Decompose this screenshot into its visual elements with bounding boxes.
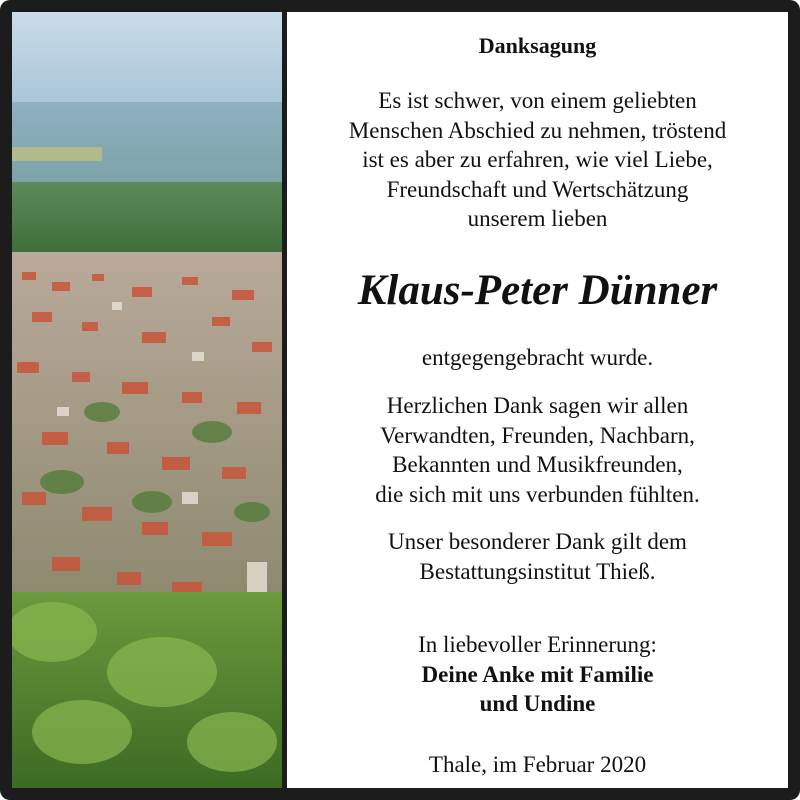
- thanks-line: Verwandten, Freunden, Nachbarn,: [380, 422, 695, 448]
- after-name-line: entgegengebracht wurde.: [421, 345, 654, 370]
- signature-line: Deine Anke mit Familie: [421, 661, 654, 687]
- after-name-text: [287, 343, 788, 373]
- special-thanks-line: Bestattungsinstitut Thieß.: [419, 558, 656, 584]
- notice-heading: Danksagung: [478, 33, 597, 58]
- remembrance-text: [287, 630, 788, 719]
- intro-line: unserem lieben: [467, 206, 608, 231]
- special-thanks-line: Unser besonderer Dank gilt dem: [388, 529, 687, 554]
- special-thanks-text: [287, 527, 788, 586]
- place-date: [287, 750, 788, 780]
- intro-line: Menschen Abschied zu nehmen, tröstend: [348, 117, 727, 143]
- thanks-line: die sich mit uns verbunden fühlten.: [375, 481, 700, 507]
- place-date-line: Thale, im Februar 2020: [428, 752, 647, 777]
- intro-text: [287, 86, 788, 234]
- signature-line: und Undine: [479, 691, 596, 716]
- notice-text: [287, 12, 788, 788]
- deceased-name: Klaus-Peter Dünner: [357, 267, 718, 314]
- intro-line: Es ist schwer, von einem geliebten: [378, 88, 697, 113]
- thanks-text: [287, 391, 788, 509]
- intro-line: ist es aber zu erfahren, wie viel Liebe,: [362, 147, 713, 172]
- thanks-line: Bekannten und Musikfreunden,: [392, 452, 683, 477]
- intro-line: Freundschaft und Wertschätzung: [386, 176, 689, 202]
- remembrance-line: In liebevoller Erinnerung:: [418, 632, 657, 657]
- thanks-line: Herzlichen Dank sagen wir allen: [386, 393, 689, 418]
- town-landscape-photo: [12, 12, 287, 788]
